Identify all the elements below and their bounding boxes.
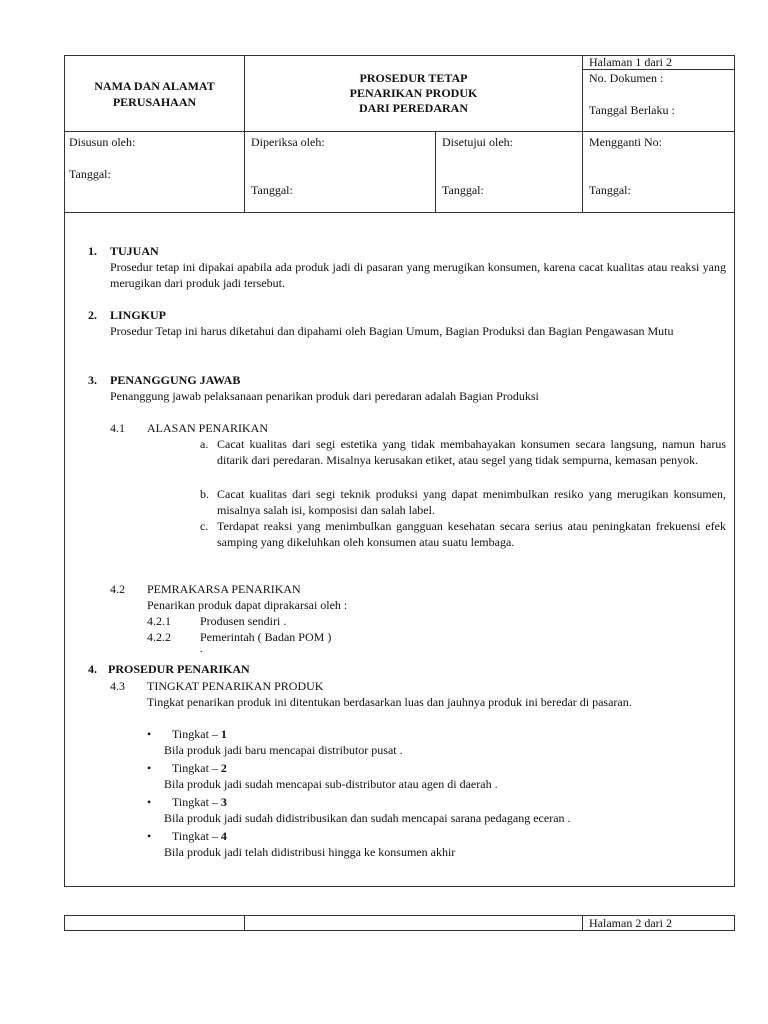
checked-by-label: Diperiksa oleh: [251, 135, 325, 149]
approved-date-label: Tanggal: [442, 183, 484, 197]
section-1-number: 1. [88, 244, 97, 258]
effective-date-label: Tanggal Berlaku : [589, 103, 675, 117]
company-name-cell [65, 56, 245, 132]
replaces-cell [583, 132, 735, 213]
footer-page-number: Halaman 2 dari 2 [589, 916, 672, 930]
document-footer-table [64, 915, 735, 931]
reason-c-text: Terdapat reaksi yang menimbulkan gangguan kesehatan secara serius atau peningkatan frekuensi efek samping yang dikeluhkan oleh konsumen atau suatu lembaga. [217, 519, 726, 549]
reason-b-text: Cacat kualitas dari segi teknik produksi yang dapat menimbulkan resiko yang merugikan konsumen, misalnya salah isi, komposisi dan salah label. [217, 487, 726, 517]
level-1-bullet: • [147, 727, 152, 741]
item-4-2-2-number: 4.2.2 [147, 630, 171, 644]
section-3-number: 3. [88, 373, 97, 387]
section-2-text: Prosedur Tetap ini harus diketahui dan dipahami oleh Bagian Umum, Bagian Produksi dan Bagian Pengawasan Mutu [110, 324, 674, 338]
approved-by-cell [436, 132, 583, 213]
subsection-4-1-title: ALASAN PENARIKAN [147, 421, 269, 435]
checked-by-cell [245, 132, 436, 213]
section-2-title: LINGKUP [110, 308, 167, 322]
document-meta-cell [583, 56, 735, 132]
checked-date-label: Tanggal: [251, 183, 293, 197]
section-4-number: 4. [88, 662, 97, 676]
replaces-label: Mengganti No: [589, 135, 663, 149]
section-3-text: Penanggung jawab pelaksanaan penarikan produk dari peredaran adalah Bagian Produksi [110, 389, 539, 403]
document-header-table [64, 55, 735, 213]
subsection-4-3-number: 4.3 [110, 679, 125, 693]
subsection-4-3-title: TINGKAT PENARIKAN PRODUK [147, 679, 324, 693]
document-number-label: No. Dokumen : [589, 71, 664, 85]
title-line3: DARI PEREDARAN [359, 101, 469, 115]
subsection-4-2-number: 4.2 [110, 582, 125, 596]
subsection-4-2-text: Penarikan produk dapat diprakarsai oleh : [147, 598, 348, 612]
reason-a-text: Cacat kualitas dari segi estetika yang tidak membahayakan konsumen secara langsung, namun harus ditarik dari peredaran. Misalnya kerusakan etiket, atau segel yang tidak sempurna, kemasan penyok. [217, 437, 726, 467]
prepared-date-label: Tanggal: [69, 167, 111, 181]
footer-cell-left [65, 916, 245, 931]
company-name-line2: PERUSAHAAN [112, 94, 197, 109]
section-1-text: Prosedur tetap ini dipakai apabila ada produk jadi di pasaran yang merugikan konsumen, karena cacat kualitas atau reaksi yang merugikan dari produk jadi tersebut. [110, 260, 726, 290]
title-line2: PENARIKAN PRODUK [349, 86, 478, 100]
subsection-4-2-title: PEMRAKARSA PENARIKAN [147, 582, 301, 596]
replaces-date-label: Tanggal: [589, 183, 631, 197]
prepared-by-cell [65, 132, 245, 213]
level-1-heading: Tingkat – 1 [172, 727, 227, 741]
subsection-4-1-number: 4.1 [110, 421, 125, 435]
reason-b-marker: b. [200, 487, 209, 501]
stray-dot: . [200, 644, 203, 655]
level-3-text: Bila produk jadi sudah didistribusikan dan sudah mencapai sarana pedagang eceran . [164, 811, 571, 825]
reason-c-marker: c. [200, 519, 209, 533]
footer-cell-middle [245, 916, 583, 931]
subsection-4-3-text: Tingkat penarikan produk ini ditentukan berdasarkan luas dan jauhnya produk ini beredar di pasaran. [147, 695, 632, 709]
approved-by-label: Disetujui oleh: [442, 135, 513, 149]
page-number: Halaman 1 dari 2 [589, 55, 672, 69]
item-4-2-1-number: 4.2.1 [147, 614, 171, 628]
level-1-text: Bila produk jadi baru mencapai distributor pusat . [164, 743, 403, 757]
level-4-text: Bila produk jadi telah didistribusi hingga ke konsumen akhir [164, 845, 456, 859]
title-line1: PROSEDUR TETAP [359, 71, 468, 85]
section-1-title: TUJUAN [110, 244, 159, 258]
item-4-2-1-text: Produsen sendiri . [200, 614, 287, 628]
reason-a-marker: a. [200, 437, 209, 451]
company-name-line1: NAMA DAN ALAMAT [94, 78, 215, 93]
level-3-bullet: • [147, 795, 152, 809]
item-4-2-2-text: Pemerintah ( Badan POM ) [200, 630, 332, 644]
level-4-bullet: • [147, 829, 152, 843]
level-3-heading: Tingkat – 3 [172, 795, 227, 809]
level-2-heading: Tingkat – 2 [172, 761, 227, 775]
section-3-title: PENANGGUNG JAWAB [110, 373, 241, 387]
footer-page-cell [583, 916, 735, 931]
level-2-bullet: • [147, 761, 152, 775]
prepared-by-label: Disusun oleh: [69, 135, 136, 149]
level-4-heading: Tingkat – 4 [172, 829, 227, 843]
section-4-title: PROSEDUR PENARIKAN [108, 662, 250, 676]
section-2-number: 2. [88, 308, 97, 322]
level-2-text: Bila produk jadi sudah mencapai sub-distributor atau agen di daerah . [164, 777, 498, 791]
document-title-cell [245, 56, 583, 132]
